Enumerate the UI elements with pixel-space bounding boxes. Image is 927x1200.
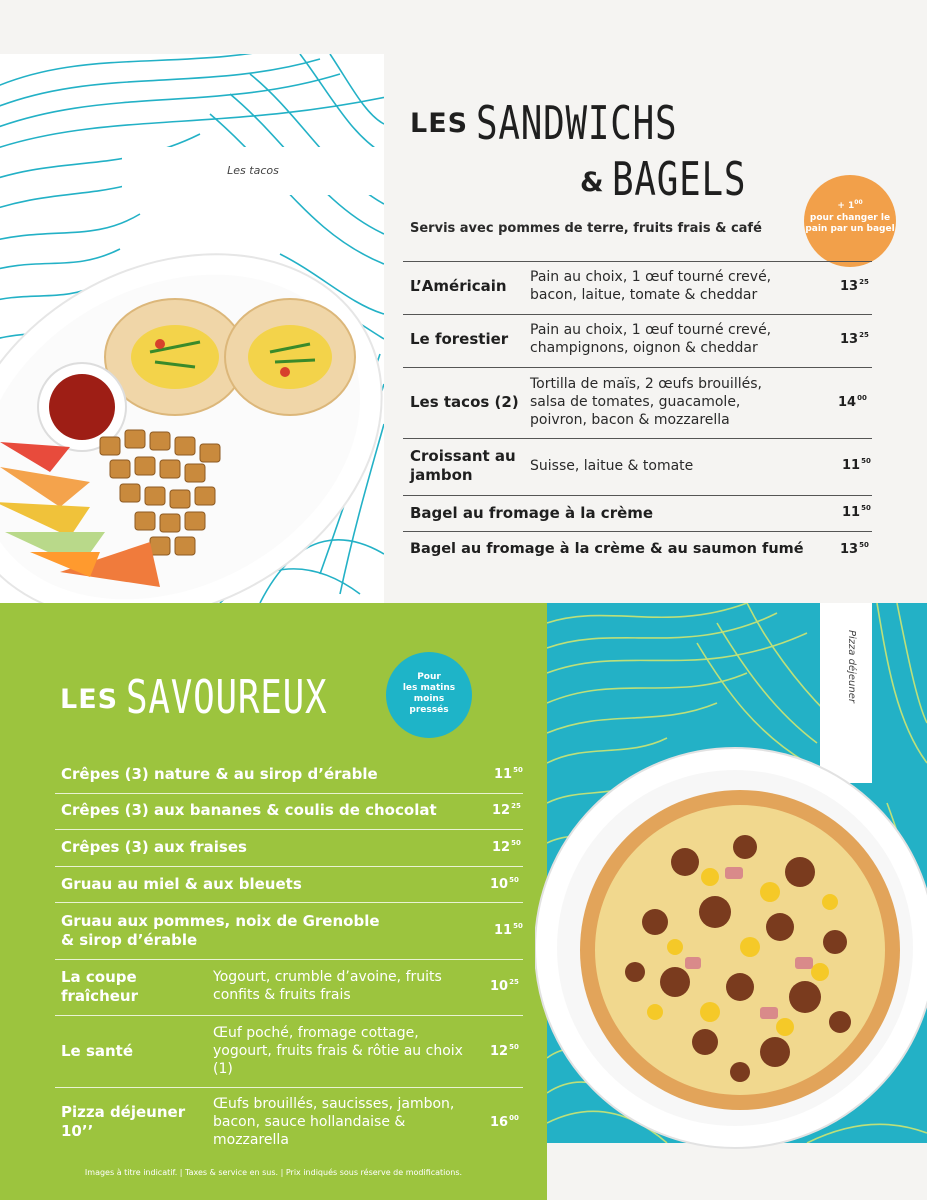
divider [55, 866, 523, 867]
sandwich-item-price: $13^{25}$ [840, 331, 869, 347]
sandwich-item-name: Croissant au jambon [410, 447, 516, 484]
divider [55, 959, 523, 960]
badge-line: Pour [417, 672, 441, 682]
sandwich-item-price: $11^{50}$ [842, 457, 871, 473]
sandwich-item-desc: Pain au choix, 1 œuf tourné crevé, champignons, oignon & cheddar [530, 322, 772, 356]
sandwich-item-desc: Suisse, laitue & tomate [530, 458, 694, 474]
savoureux-item-price: $12^{25}$ [492, 802, 521, 818]
savoureux-item-name: Crêpes (3) aux bananes & coulis de chocolat [61, 801, 437, 819]
bagel-badge-text: pour changer le pain par un bagel [805, 213, 895, 234]
savoureux-item-name: Gruau au miel & aux bleuets [61, 875, 302, 893]
pizza-caption: Pizza déjeuner [846, 630, 857, 703]
badge-line: moins [413, 694, 445, 704]
sandwich-subtitle: Servis avec pommes de terre, fruits frais & café [410, 221, 762, 236]
savoureux-item-price: $10^{25}$ [490, 978, 519, 994]
sandwich-item-price: $14^{00}$ [838, 394, 867, 410]
pizza-photo [535, 742, 927, 1154]
divider [403, 438, 872, 439]
savoureux-item-price: $12^{50}$ [490, 1043, 519, 1059]
quick-morning-badge [386, 652, 472, 738]
sandwich-item-name: Les tacos (2) [410, 393, 519, 411]
divider [55, 1087, 523, 1088]
divider [403, 367, 872, 368]
divider [55, 902, 523, 903]
savoureux-item-desc: Œuf poché, fromage cottage, yogourt, fruits frais & rôtie au choix (1) [213, 1025, 463, 1077]
sandwich-title-les: LES [410, 108, 469, 139]
savoureux-item-name: La coupe fraîcheur [61, 968, 139, 1005]
savoureux-item-desc: Yogourt, crumble d’avoine, fruits confits & fruits frais [213, 969, 442, 1003]
badge-line: les matins [402, 683, 456, 693]
savoureux-item-name: Pizza déjeuner 10’’ [61, 1103, 186, 1140]
sandwich-item-desc: Tortilla de maïs, 2 œufs brouillés, salsa de tomates, guacamole, poivron, bacon & mozzarella [530, 376, 762, 428]
bagel-upgrade-badge [804, 175, 896, 267]
divider [55, 793, 523, 794]
savoureux-title-les: LES [60, 684, 119, 715]
savoureux-item-price: $16^{00}$ [490, 1114, 519, 1130]
sandwich-item-price: $13^{25}$ [840, 278, 869, 294]
sandwich-item-name: L’Américain [410, 277, 507, 295]
sandwich-title-amp: & [580, 167, 605, 198]
sandwich-item-name: Bagel au fromage à la crème [410, 504, 654, 522]
savoureux-item-price: $11^{50}$ [494, 922, 523, 938]
savoureux-item-price: $12^{50}$ [492, 839, 521, 855]
sandwich-item-name: Bagel au fromage à la crème & au saumon fumé [410, 541, 804, 557]
savoureux-item-price: $10^{50}$ [490, 876, 519, 892]
divider [403, 314, 872, 315]
savoureux-title-main: SAVOUREUX [126, 670, 328, 724]
tacos-caption: Les tacos [227, 164, 279, 177]
sandwich-item-price: $13^{50}$ [840, 541, 869, 557]
disclaimer: Images à titre indicatif. | Taxes & service en sus. | Prix indiqués sous réserve de modifications. [84, 1168, 463, 1177]
divider [55, 829, 523, 830]
savoureux-item-name: Le santé [61, 1042, 134, 1060]
sandwich-item-price: $11^{50}$ [842, 504, 871, 520]
sandwich-item-desc: Pain au choix, 1 œuf tourné crevé, bacon, laitue, tomate & cheddar [530, 269, 772, 303]
divider [403, 261, 872, 262]
divider [55, 1015, 523, 1016]
sandwich-title-main: SANDWICHS [476, 96, 678, 150]
savoureux-item-name: Crêpes (3) nature & au sirop d’érable [61, 765, 378, 783]
tacos-photo [0, 232, 395, 642]
savoureux-item-price: $11^{50}$ [494, 766, 523, 782]
savoureux-item-name: Gruau aux pommes, noix de Grenoble & sirop d’érable [61, 912, 380, 949]
bagel-badge-price: + $1^{00}$ [837, 199, 863, 211]
divider [403, 531, 872, 532]
savoureux-item-desc: Œufs brouillés, saucisses, jambon, bacon, sauce hollandaise & mozzarella [213, 1096, 455, 1148]
badge-line: pressés [409, 705, 449, 715]
sandwich-title-second: BAGELS [612, 152, 747, 206]
savoureux-item-name: Crêpes (3) aux fraises [61, 838, 247, 856]
divider [403, 495, 872, 496]
sandwich-item-name: Le forestier [410, 330, 509, 348]
